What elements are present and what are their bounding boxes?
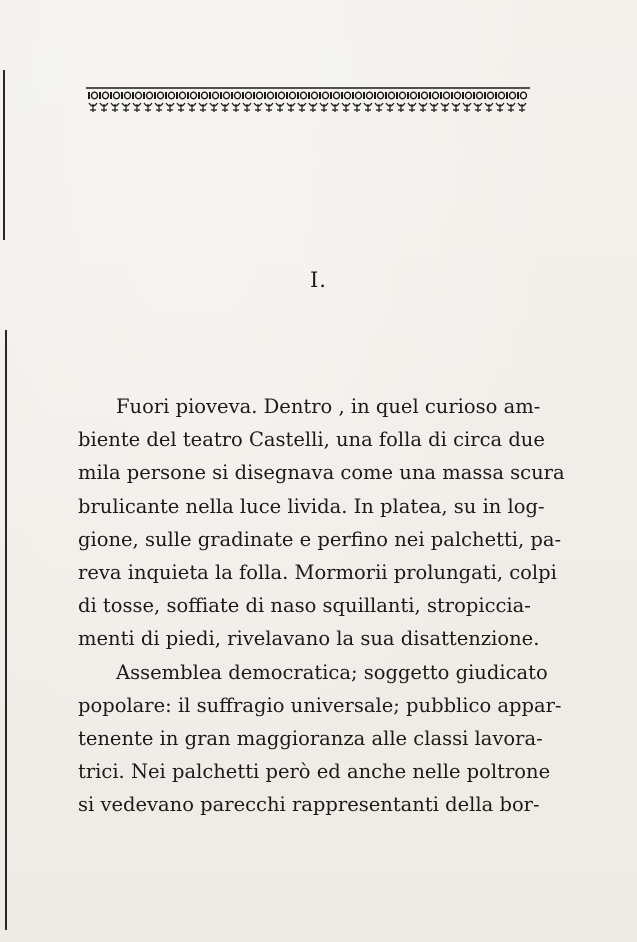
ornament-pattern	[88, 92, 527, 112]
text-line: gione, sulle gradinate e perfino nei palchetti, pa-	[78, 527, 562, 551]
text-line: Fuori pioveva. Dentro , in quel curioso am-	[116, 395, 541, 418]
text-line: biente del teatro Castelli, una folla di circa due	[78, 428, 545, 452]
text-line: tenente in gran maggioranza alle classi lavora-	[78, 726, 543, 750]
text-line: mila persone si disegnava come una massa scura	[78, 461, 565, 485]
chapter-heading: I.	[310, 268, 327, 292]
text-line: brulicante nella luce livida. In platea, su in log-	[78, 494, 545, 518]
text-line: popolare: il suffragio universale; pubblico appar-	[78, 693, 562, 717]
paragraph-1	[78, 390, 565, 656]
text-line: trici. Nei palchetti però ed anche nelle poltrone	[78, 760, 551, 784]
ornamental-header-border	[86, 86, 530, 116]
text-line: Assemblea democratica; soggetto giudicato	[116, 660, 548, 684]
text-line: reva inquieta la folla. Mormorii prolungati, colpi	[78, 560, 557, 584]
text-line: di tosse, soffiate di naso squillanti, stropiccia-	[78, 594, 531, 618]
text-line: si vedevano parecchi rappresentanti della bor-	[78, 793, 540, 817]
chapter-text	[78, 390, 565, 821]
text-line: menti di piedi, rivelavano la sua disattenzione.	[78, 627, 540, 651]
page-binding-edge	[3, 70, 5, 240]
paragraph-2	[78, 656, 562, 822]
page-binding-edge	[5, 330, 7, 930]
